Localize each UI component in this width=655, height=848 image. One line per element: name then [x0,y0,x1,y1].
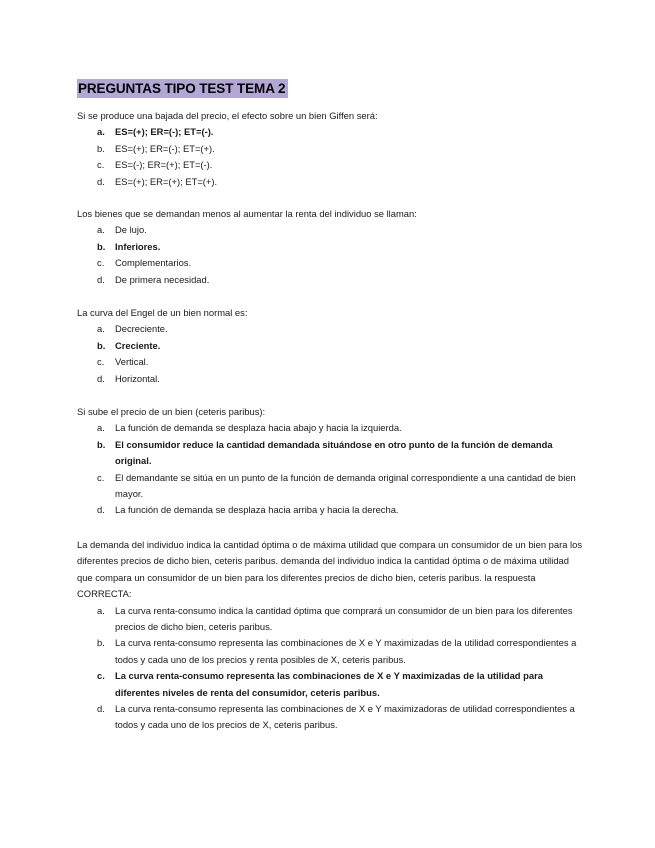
option-d [77,701,582,734]
question-1 [77,108,582,190]
page-title: PREGUNTAS TIPO TEST TEMA 2 [77,79,288,98]
option-letter: b. [97,240,106,252]
option-text: ES=(+); ER=(-); ET=(-). [115,126,214,138]
option-letter: c. [97,471,105,483]
question-3 [77,305,582,387]
option-a [77,420,582,436]
option-list [77,603,582,734]
question-stem: La demanda del individuo indica la cantidad óptima o de máxima utilidad que compara un consumidor de un bien para los diferentes precios de dicho bien, ceteris paribus. demanda del individuo indica la cantidad óptima o de máxima utilidad que compara un consumidor de un bien para los diferentes precios de dicho bien, ceteris paribus. la respuesta CORRECTA: [77,539,583,600]
option-list [77,124,582,190]
option-letter: b. [97,142,105,154]
option-text: ES=(-); ER=(+); ET=(-). [115,159,213,171]
option-text: El demandante se sitúa en un punto de la función de demanda original correspondiente a una cantidad de bien mayor. [115,471,576,500]
option-list [77,420,582,518]
option-text: Complementarios. [115,257,192,269]
question-2 [77,206,582,288]
option-letter: d. [97,175,105,187]
option-d [77,174,582,190]
option-b [77,338,582,354]
option-text: Creciente. [115,339,161,351]
question-stem: Si se produce una bajada del precio, el efecto sobre un bien Giffen será: [77,110,378,121]
option-c [77,354,582,370]
option-c [77,255,582,271]
option-text: Horizontal. [115,372,160,384]
option-b [77,141,582,157]
option-b [77,635,582,668]
question-stem: La curva del Engel de un bien normal es: [77,307,248,318]
option-c [77,668,582,701]
option-text: De primera necesidad. [115,273,210,285]
option-letter: b. [97,438,106,450]
option-a [77,222,582,238]
option-letter: a. [97,323,105,335]
option-a [77,124,582,140]
option-a [77,603,582,636]
option-letter: c. [97,159,105,171]
option-text: La curva renta-consumo indica la cantidad óptima que comprará un consumidor de un bien para los diferentes precios de dicho bien, ceteris paribus. [115,604,573,633]
option-d [77,272,582,288]
option-text: ES=(+); ER=(+); ET=(+). [115,175,218,187]
option-text: ES=(+); ER=(-); ET=(+). [115,142,215,154]
option-letter: a. [97,422,105,434]
option-a [77,321,582,337]
option-letter: a. [97,126,105,138]
option-letter: a. [97,224,105,236]
option-letter: c. [97,670,105,682]
option-letter: c. [97,356,105,368]
option-text: Decreciente. [115,323,168,335]
option-letter: b. [97,637,105,649]
option-text: Vertical. [115,356,149,368]
option-list [77,222,582,288]
option-text: De lujo. [115,224,147,236]
option-c [77,470,582,503]
option-letter: d. [97,703,105,715]
question-5 [77,537,582,734]
option-text: Inferiores. [115,240,161,252]
option-text: La función de demanda se desplaza hacia arriba y hacia la derecha. [115,504,399,516]
option-letter: d. [97,273,105,285]
option-text: La curva renta-consumo representa las combinaciones de X e Y maximizadas de la utilidad correspondientes a todos y cada uno de los precios y renta posibles de X, ceteris paribus. [115,637,577,665]
question-stem: Los bienes que se demandan menos al aumentar la renta del individuo se llaman: [77,208,417,219]
option-letter: c. [97,257,105,269]
option-b [77,437,582,470]
option-letter: a. [97,604,105,616]
option-letter: b. [97,339,106,351]
option-text: La curva renta-consumo representa las combinaciones de X e Y maximizadas de la utilidad para diferentes niveles de renta del consumidor, ceteris paribus. [115,670,543,698]
question-4 [77,404,582,519]
question-stem: Si sube el precio de un bien (ceteris paribus): [77,406,266,417]
option-text: El consumidor reduce la cantidad demandada situándose en otro punto de la función de demanda original. [115,438,553,467]
option-c [77,157,582,173]
option-list [77,321,582,387]
option-letter: d. [97,504,105,516]
option-d [77,371,582,387]
option-b [77,239,582,255]
option-letter: d. [97,372,105,384]
option-text: La función de demanda se desplaza hacia abajo y hacia la izquierda. [115,422,402,434]
option-text: La curva renta-consumo representa las combinaciones de X e Y maximizadoras de utilidad correspondientes a todos y cada uno de los precios de X, ceteris paribus. [115,703,575,731]
option-d [77,502,582,518]
